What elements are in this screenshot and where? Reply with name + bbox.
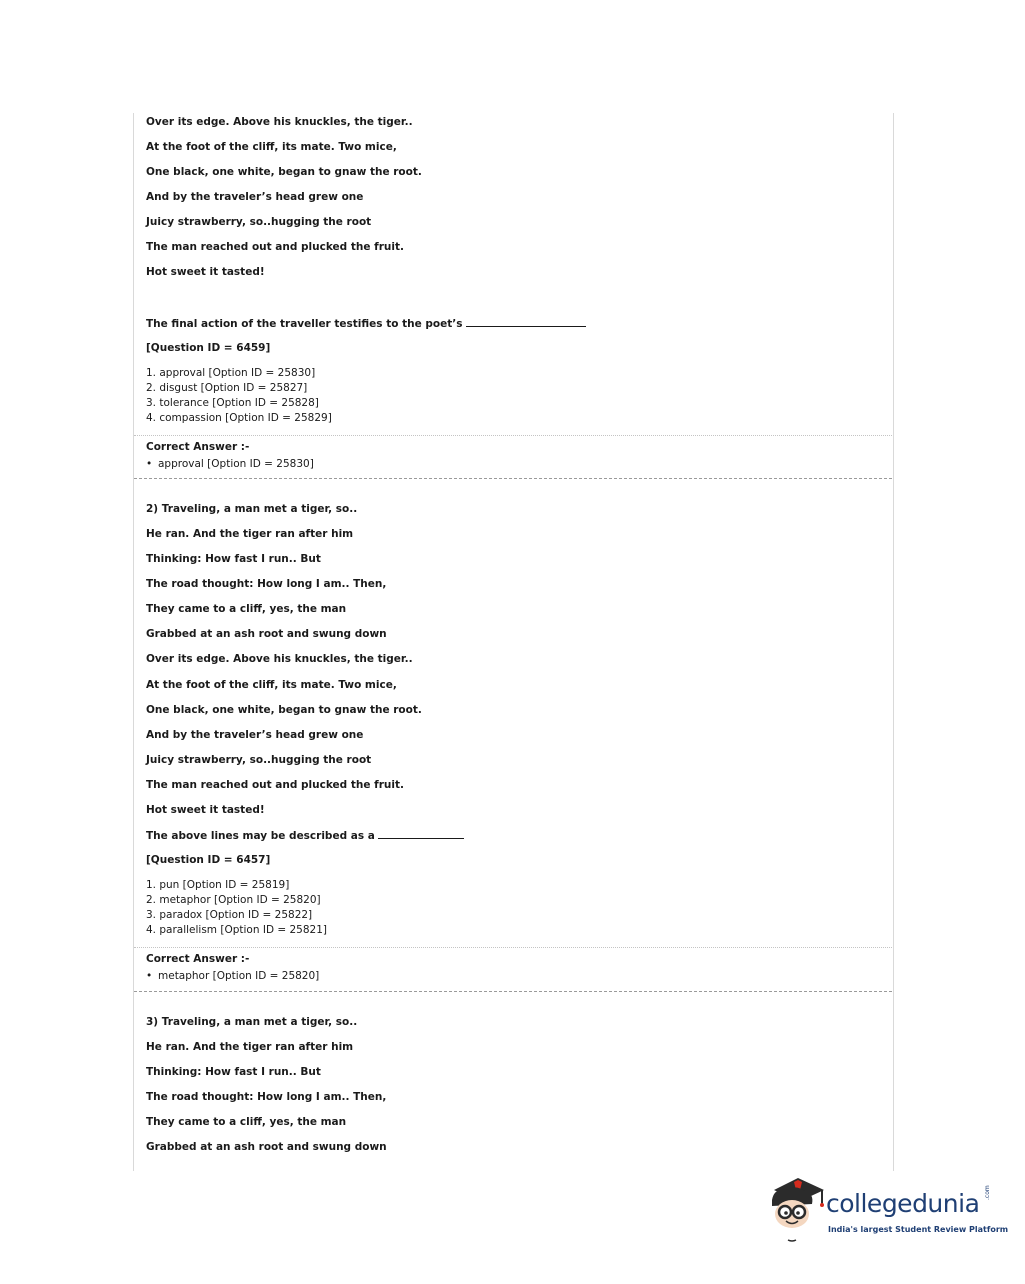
poem-line: One black, one white, began to gnaw the root. — [146, 166, 422, 178]
poem-line: At the foot of the cliff, its mate. Two mice, — [146, 141, 397, 153]
question-divider — [134, 991, 892, 992]
poem-line: Hot sweet it tasted! — [146, 266, 265, 278]
collegedunia-logo — [766, 1176, 1009, 1248]
option-item: 3. paradox [Option ID = 25822] — [146, 909, 313, 921]
correct-answer-label: Correct Answer :- — [146, 441, 250, 453]
logo-suffix: .com — [984, 1185, 991, 1200]
poem-line: He ran. And the tiger ran after him — [146, 1041, 354, 1053]
poem-line: They came to a cliff, yes, the man — [146, 603, 347, 615]
poem-line: The man reached out and plucked the fruit. — [146, 779, 404, 791]
poem-line: Thinking: How fast I run.. But — [146, 1066, 321, 1078]
poem-line: Thinking: How fast I run.. But — [146, 553, 321, 565]
question-divider — [134, 478, 892, 479]
option-item: 2. metaphor [Option ID = 25820] — [146, 894, 321, 906]
poem-line: And by the traveler’s head grew one — [146, 191, 364, 203]
option-item: 4. parallelism [Option ID = 25821] — [146, 924, 328, 936]
divider — [134, 435, 892, 436]
poem-line: The road thought: How long I am.. Then, — [146, 578, 387, 590]
poem-line: Grabbed at an ash root and swung down — [146, 1141, 387, 1153]
question-text — [146, 316, 586, 331]
answer-blank — [466, 316, 586, 327]
question-number-line: 3) Traveling, a man met a tiger, so.. — [146, 1016, 358, 1028]
option-item: 2. disgust [Option ID = 25827] — [146, 382, 308, 394]
poem-line: Juicy strawberry, so..hugging the root — [146, 754, 372, 766]
answer-blank — [378, 828, 464, 839]
correct-answer-text: metaphor [Option ID = 25820] — [158, 970, 320, 982]
question-number-line: 2) Traveling, a man met a tiger, so.. — [146, 503, 358, 515]
poem-line: They came to a cliff, yes, the man — [146, 1116, 347, 1128]
divider — [134, 947, 892, 948]
logo-wordmark: collegedunia — [826, 1189, 980, 1218]
correct-answer-label: Correct Answer :- — [146, 953, 250, 965]
question-text-label: The final action of the traveller testifies to the poet’s — [146, 318, 463, 330]
poem-line: Juicy strawberry, so..hugging the root — [146, 216, 372, 228]
correct-answer-text: approval [Option ID = 25830] — [158, 458, 314, 470]
option-item: 4. compassion [Option ID = 25829] — [146, 412, 332, 424]
poem-line: And by the traveler’s head grew one — [146, 729, 364, 741]
option-item: 1. pun [Option ID = 25819] — [146, 879, 290, 891]
poem-line: He ran. And the tiger ran after him — [146, 528, 354, 540]
poem-line: Over its edge. Above his knuckles, the tiger.. — [146, 653, 413, 665]
poem-line: Grabbed at an ash root and swung down — [146, 628, 387, 640]
poem-line: Over its edge. Above his knuckles, the tiger.. — [146, 116, 413, 128]
bullet-icon: • — [146, 458, 153, 470]
poem-line: The man reached out and plucked the fruit. — [146, 241, 404, 253]
bullet-icon: • — [146, 970, 153, 982]
poem-line: One black, one white, began to gnaw the root. — [146, 704, 422, 716]
logo-tagline: India's largest Student Review Platform — [828, 1225, 1009, 1234]
mascot-icon — [766, 1176, 826, 1248]
question-id: [Question ID = 6459] — [146, 342, 271, 354]
question-text-label: The above lines may be described as a — [146, 830, 375, 842]
poem-line: At the foot of the cliff, its mate. Two mice, — [146, 679, 397, 691]
correct-answer — [146, 969, 319, 983]
poem-line: The road thought: How long I am.. Then, — [146, 1091, 387, 1103]
correct-answer — [146, 457, 314, 471]
option-item: 1. approval [Option ID = 25830] — [146, 367, 316, 379]
poem-line: Hot sweet it tasted! — [146, 804, 265, 816]
question-id: [Question ID = 6457] — [146, 854, 271, 866]
question-text — [146, 828, 464, 843]
option-item: 3. tolerance [Option ID = 25828] — [146, 397, 319, 409]
